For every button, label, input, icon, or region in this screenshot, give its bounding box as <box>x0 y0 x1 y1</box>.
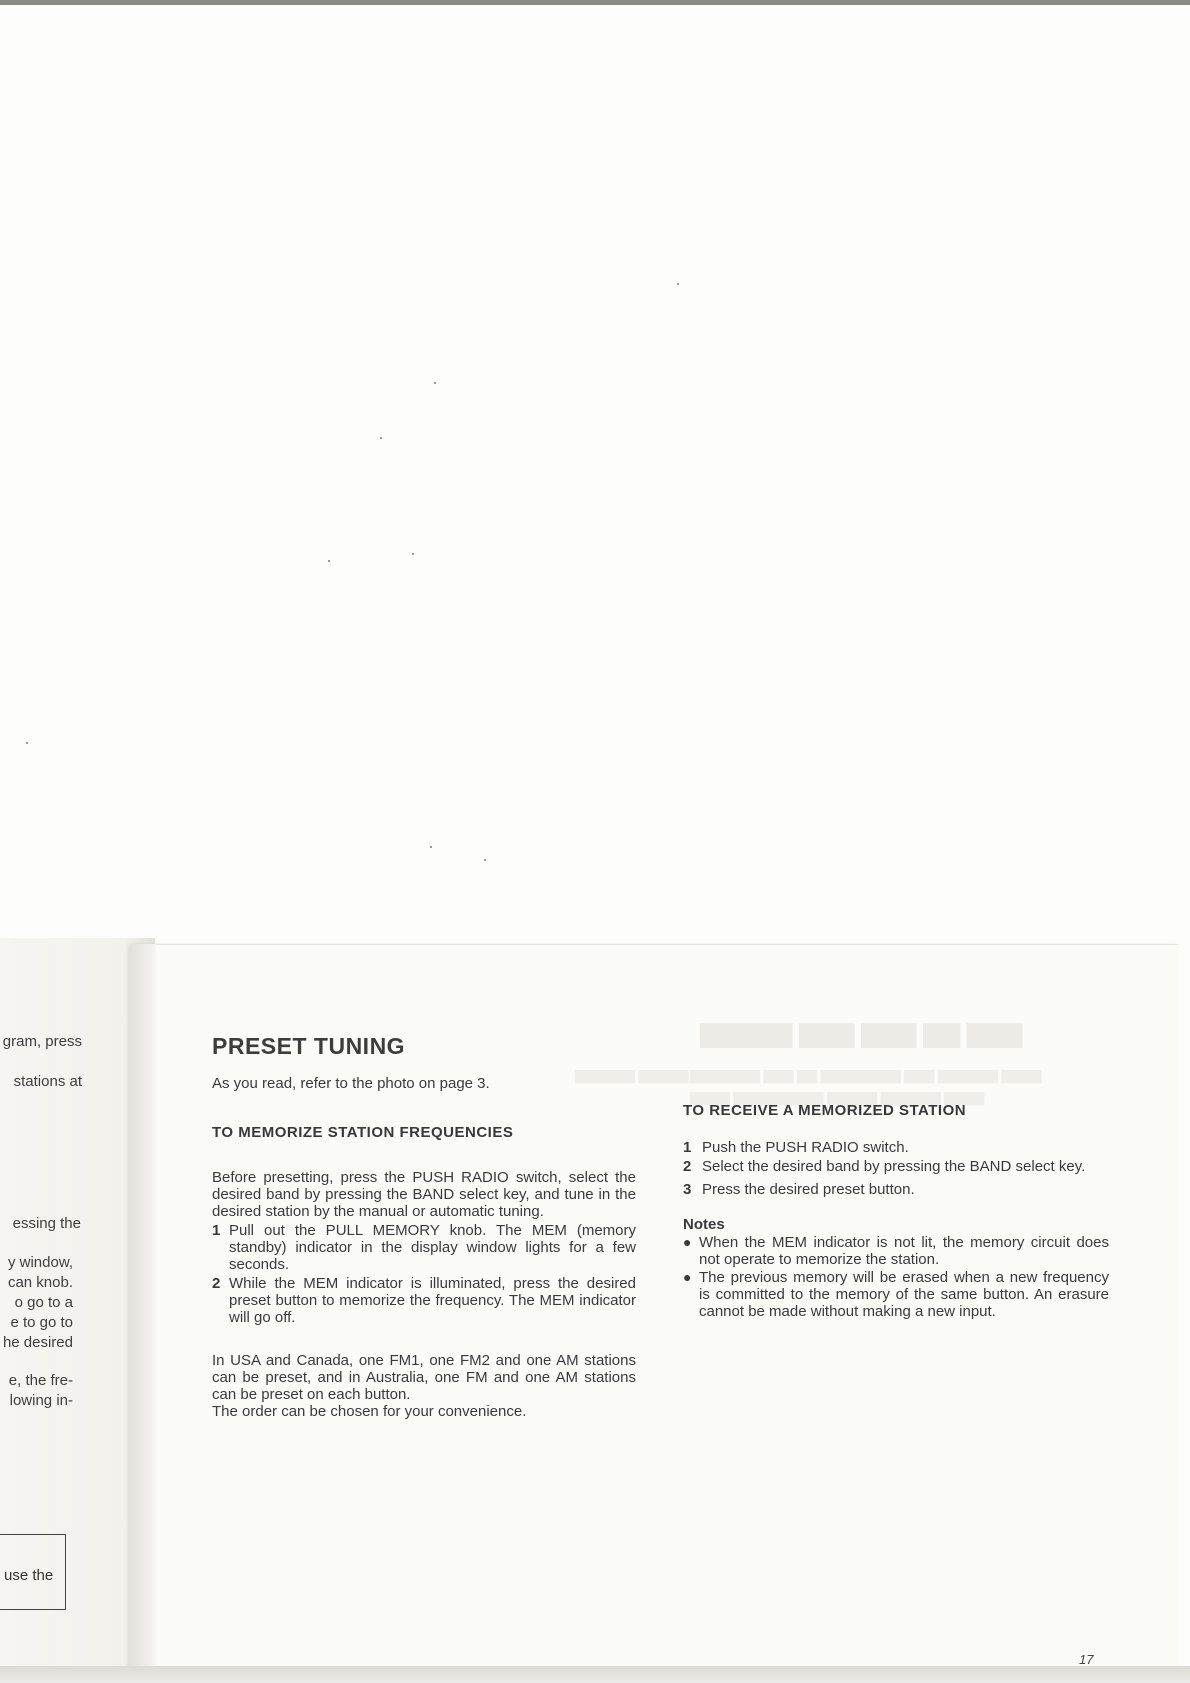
left-page-fragment: e, the fre- <box>8 1372 73 1389</box>
scan-speck <box>430 846 432 848</box>
memorize-paragraph: Before presetting, press the PUSH RADIO switch, select the desired band by pressing the BAND select key, and tune in the desired station by the manual or automatic tuning. <box>212 1169 636 1220</box>
step-number: 1 <box>212 1222 221 1239</box>
scan-speck <box>677 283 679 285</box>
left-column <box>212 1033 636 1420</box>
right-column <box>683 1102 1109 1320</box>
order-note: The order can be chosen for your convenience. <box>212 1403 527 1420</box>
step-text: Pull out the PULL MEMORY knob. The MEM (memory standby) indicator in the display window lights for a few seconds. <box>229 1222 636 1273</box>
page-top-edge <box>0 0 1190 5</box>
show-through-text: ▇▇▇▇ ▇▇▇▇▇▇ ▇▇▇ ▇▇▇▇▇▇▇▇ ▇▇ ▇▇▇ ▇▇▇▇▇▇▇ <box>690 1068 1042 1083</box>
show-through-heading: ▇▇▇ ▇▇ ▇▇▇ ▇▇▇ ▇▇▇▇▇ <box>700 1021 1022 1048</box>
left-page-fragment: he desired <box>2 1334 73 1351</box>
memorize-steps <box>212 1222 636 1326</box>
page-title: PRESET TUNING <box>212 1033 406 1059</box>
intro-text: As you read, refer to the photo on page 3. <box>212 1075 490 1092</box>
memorize-step <box>212 1275 636 1326</box>
left-page-fragment: can knob. <box>7 1274 73 1291</box>
bullet-icon: ● <box>683 1269 692 1285</box>
step-number: 2 <box>683 1158 692 1175</box>
note-text: The previous memory will be erased when a new frequency is committed to the memory of the same button. An erasure cannot be made without making a new input. <box>699 1269 1109 1320</box>
region-note: In USA and Canada, one FM1, one FM2 and one AM stations can be preset, and in Australia, one FM and one AM stations can be preset on each button. <box>212 1352 636 1403</box>
left-page-framed-note <box>0 1534 66 1610</box>
left-page-fragment: essing the <box>12 1215 81 1232</box>
receive-heading: TO RECEIVE A MEMORIZED STATION <box>683 1102 967 1119</box>
scan-speck <box>412 553 414 555</box>
page-spine <box>130 944 156 1668</box>
step-text: Select the desired band by pressing the BAND select key. <box>702 1158 1086 1175</box>
memorize-step <box>212 1222 636 1273</box>
scan-speck <box>26 742 28 744</box>
step-text: Press the desired preset button. <box>702 1181 915 1198</box>
show-through-text: ▇▇▇▇▇ ▇▇▇▇▇▇ <box>575 1068 689 1083</box>
receive-step <box>683 1158 1109 1175</box>
page-bottom-shadow <box>0 1666 1190 1683</box>
step-number: 2 <box>212 1275 221 1292</box>
left-page-fragment: lowing in- <box>9 1392 73 1409</box>
step-number: 3 <box>683 1181 692 1198</box>
receive-step <box>683 1139 1109 1156</box>
note-text: When the MEM indicator is not lit, the memory circuit does not operate to memorize the station. <box>699 1234 1109 1268</box>
step-text: While the MEM indicator is illuminated, press the desired preset button to memorize the frequency. The MEM indicator will go off. <box>229 1275 636 1326</box>
bullet-icon: ● <box>683 1234 692 1250</box>
receive-step <box>683 1181 1109 1198</box>
scan-speck <box>380 437 382 439</box>
left-page-fragment: gram, press <box>2 1033 82 1050</box>
left-page-fragment: y window, <box>7 1254 73 1271</box>
step-number: 1 <box>683 1139 692 1156</box>
page-number: 17 <box>1079 1652 1094 1667</box>
note-item <box>683 1269 1109 1320</box>
step-text: Push the PUSH RADIO switch. <box>702 1139 909 1156</box>
notes-list <box>683 1234 1109 1320</box>
show-through-text: ▇▇▇▇ ▇▇▇▇▇▇ ▇▇▇▇▇ ▇▇▇▇▇▇▇▇▇ ▇▇▇▇ <box>690 1090 985 1105</box>
left-page-box-text: use the <box>4 1567 54 1584</box>
left-page-fragment: e to go to <box>10 1314 73 1331</box>
scan-speck <box>434 382 436 384</box>
scan-speck <box>484 859 486 861</box>
receive-steps <box>683 1139 1109 1198</box>
left-page-fragment: o go to a <box>14 1294 73 1311</box>
notes-title: Notes <box>683 1216 725 1233</box>
scan-speck <box>328 560 330 562</box>
note-item <box>683 1234 1109 1268</box>
memorize-heading: TO MEMORIZE STATION FREQUENCIES <box>212 1124 514 1141</box>
left-page-fragment: stations at <box>13 1073 82 1090</box>
